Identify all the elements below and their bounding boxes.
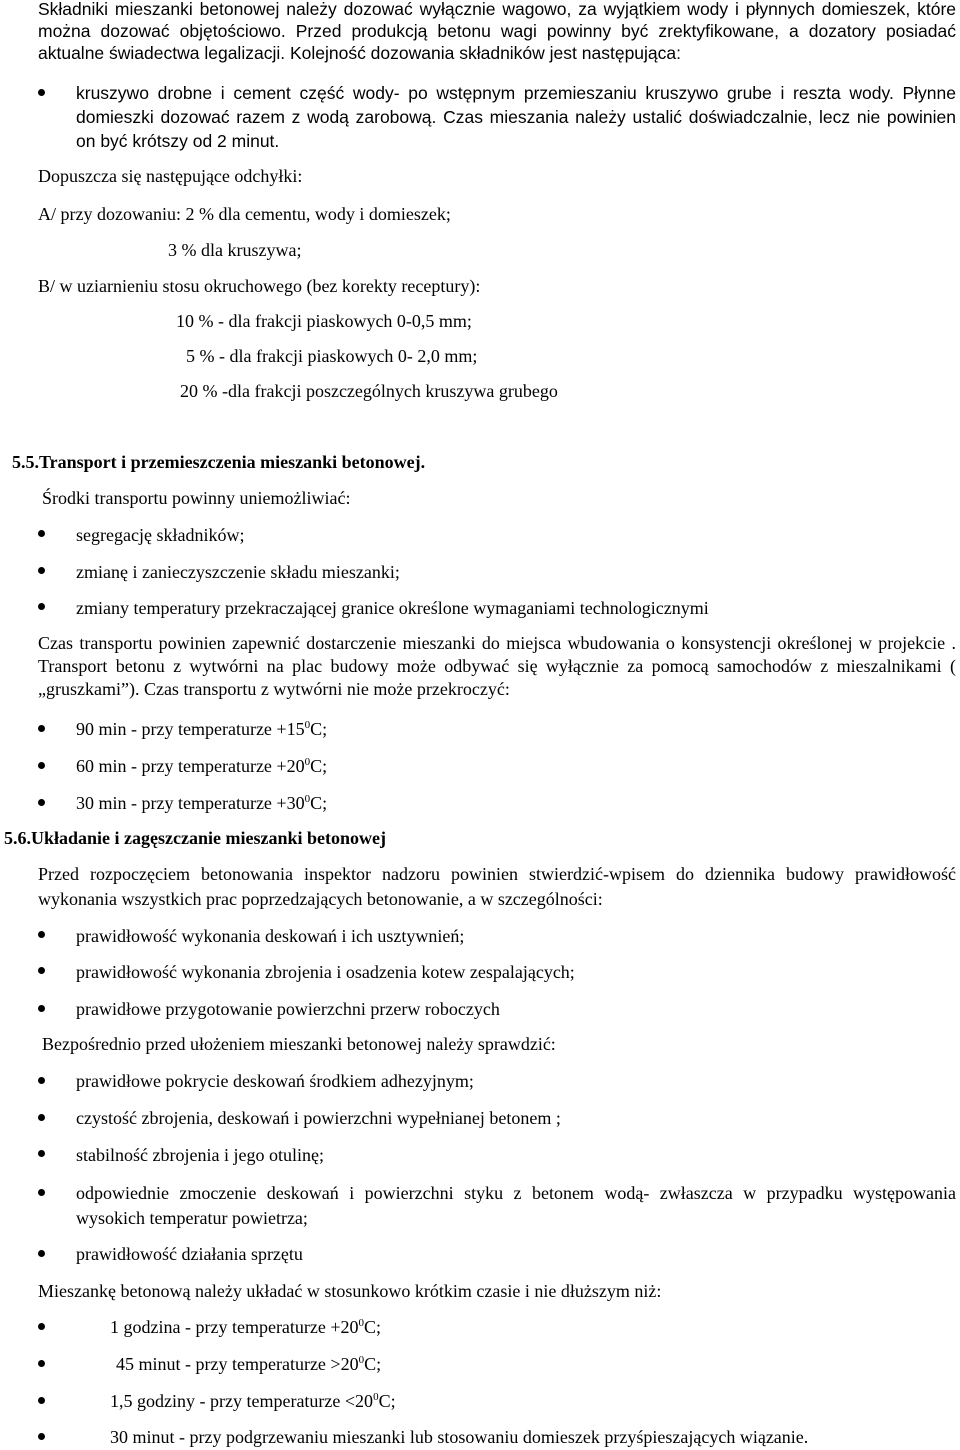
- bullet-icon: [38, 1323, 48, 1333]
- bullet-icon: [38, 931, 48, 941]
- heading-section-5-5: 5.5.Transport i przemieszczenia mieszanki betonowej.: [12, 452, 426, 472]
- intro-paragraph: Składniki mieszanki betonowej należy dozować wyłącznie wagowo, za wyjątkiem wody i płynnych domieszek, które można dozować objętościowo. Przed produkcją betonu wagi powinny być zrektyfikowane, a dozatory posiadać aktualne świadectwa legalizacji. Kolejność dozowania składników jest następująca:: [38, 0, 956, 63]
- transport-item: zmiany temperatury przekraczającej granice określone wymaganiami technologicznymi: [76, 598, 709, 618]
- heading-section-5-6: 5.6.Układanie i zagęszczanie mieszanki betonowej: [4, 828, 386, 848]
- deviations-intro: Dopuszcza się następujące odchyłki:: [38, 166, 303, 186]
- laying-time-row: [110, 1426, 808, 1448]
- degree-sup: 0: [373, 1391, 379, 1403]
- laying-time-intro: Mieszankę betonową należy układać w stosunkowo krótkim czasie i nie dłuższym niż:: [38, 1281, 662, 1301]
- deviation-b3: 20 % -dla frakcji poszczególnych kruszywa grubego: [180, 381, 558, 401]
- check-item: prawidłowe przygotowanie powierzchni przerw roboczych: [76, 999, 500, 1019]
- bullet-icon: [38, 1077, 48, 1087]
- degree-sup: 0: [304, 793, 311, 805]
- bullet-icon: [38, 725, 48, 735]
- laying-time-row: [110, 1316, 381, 1338]
- degree-sup: 0: [304, 756, 311, 768]
- bullet-icon: [38, 603, 48, 613]
- time-text: 30 min - przy temperaturze +30: [76, 793, 305, 813]
- before-item: czystość zbrojenia, deskowań i powierzchni wypełnianej betonem ;: [76, 1108, 561, 1128]
- time-unit: C;: [310, 719, 328, 739]
- transport-time-row: [76, 718, 327, 740]
- deviation-b: B/ w uziarnieniu stosu okruchowego (bez korekty receptury):: [38, 276, 481, 296]
- before-item: odpowiednie zmoczenie deskowań i powierzchni styku z betonem wodą- zwłaszcza w przypadku występowania wysokich temperatur powietrza;: [76, 1183, 956, 1228]
- time-text: 60 min - przy temperaturze +20: [76, 756, 305, 776]
- bullet-icon: [38, 1433, 48, 1443]
- bullet-icon: [38, 1114, 48, 1124]
- transport-paragraph: Czas transportu powinien zapewnić dostarczenie mieszanki do miejsca wbudowania o konsystencji określonej w projekcie . Transport betonu z wytwórni na plac budowy może odbywać się wyłącznie za pomocą samochodów z mieszalnikami ( „gruszkami”). Czas transportu z wytwórni nie może przekroczyć:: [38, 633, 956, 699]
- dosing-order-text: kruszywo drobne i cement część wody- po wstępnym przemieszaniu kruszywo grube i reszta wody. Płynne domieszki dozować razem z wodą zarobową. Czas mieszania należy ustalić doświadczalnie, lecz nie powinien on być krótszy od 2 minut.: [76, 83, 956, 151]
- transport-time-row: [76, 792, 327, 814]
- bullet-icon: [38, 1189, 48, 1199]
- deviation-b1: 10 % - dla frakcji piaskowych 0-0,5 mm;: [176, 311, 472, 331]
- check-item: prawidłowość wykonania zbrojenia i osadzenia kotew zespalających;: [76, 962, 575, 982]
- deviation-a: A/ przy dozowaniu: 2 % dla cementu, wody i domieszek;: [38, 204, 451, 224]
- bullet-icon: [38, 799, 48, 809]
- time-text: 1,5 godziny - przy temperaturze <20: [110, 1391, 374, 1411]
- bullet-icon: [38, 1360, 48, 1370]
- transport-item: zmianę i zanieczyszczenie składu mieszanki;: [76, 562, 400, 582]
- bullet-icon: [38, 1150, 48, 1160]
- before-laying-intro: Bezpośrednio przed ułożeniem mieszanki betonowej należy sprawdzić:: [42, 1034, 556, 1054]
- before-item: prawidłowość działania sprzętu: [76, 1244, 303, 1264]
- time-text: 45 minut - przy temperaturze >20: [116, 1354, 359, 1374]
- degree-sup: 0: [304, 719, 311, 731]
- laying-time-row: [110, 1390, 396, 1412]
- bullet-icon: [38, 1397, 48, 1407]
- deviation-a2: 3 % dla kruszywa;: [168, 240, 302, 260]
- before-item: prawidłowe pokrycie deskowań środkiem adhezyjnym;: [76, 1071, 474, 1091]
- bullet-icon: [38, 967, 48, 977]
- time-text: 1 godzina - przy temperaturze +20: [110, 1317, 359, 1337]
- check-item: prawidłowość wykonania deskowań i ich usztywnień;: [76, 926, 465, 946]
- time-unit: C;: [310, 756, 328, 776]
- transport-item: segregację składników;: [76, 525, 245, 545]
- transport-intro: Środki transportu powinny uniemożliwiać:: [42, 488, 351, 508]
- time-unit: C;: [310, 793, 328, 813]
- bullet-icon: [38, 1005, 48, 1015]
- section-5-6-paragraph: Przed rozpoczęciem betonowania inspektor nadzoru powinien stwierdzić-wpisem do dziennika budowy prawidłowość wykonania wszystkich prac poprzedzających betonowanie, a w szczególności:: [38, 864, 956, 909]
- bullet-icon: [38, 762, 48, 772]
- transport-time-row: [76, 755, 327, 777]
- laying-time-row: [116, 1353, 381, 1375]
- time-text: 30 minut - przy podgrzewaniu mieszanki lub stosowaniu domieszek przyśpieszających wiązanie.: [110, 1427, 809, 1447]
- bullet-icon: [38, 567, 48, 577]
- bullet-icon: [38, 1250, 48, 1260]
- deviation-b2: 5 % - dla frakcji piaskowych 0- 2,0 mm;: [186, 346, 478, 366]
- time-unit: C;: [378, 1391, 396, 1411]
- degree-sup: 0: [358, 1354, 365, 1366]
- before-item: stabilność zbrojenia i jego otulinę;: [76, 1145, 324, 1165]
- bullet-icon: [38, 530, 48, 540]
- time-unit: C;: [364, 1354, 382, 1374]
- time-text: 90 min - przy temperaturze +15: [76, 719, 305, 739]
- degree-sup: 0: [358, 1317, 365, 1329]
- time-unit: C;: [364, 1317, 382, 1337]
- bullet-icon: [38, 89, 48, 99]
